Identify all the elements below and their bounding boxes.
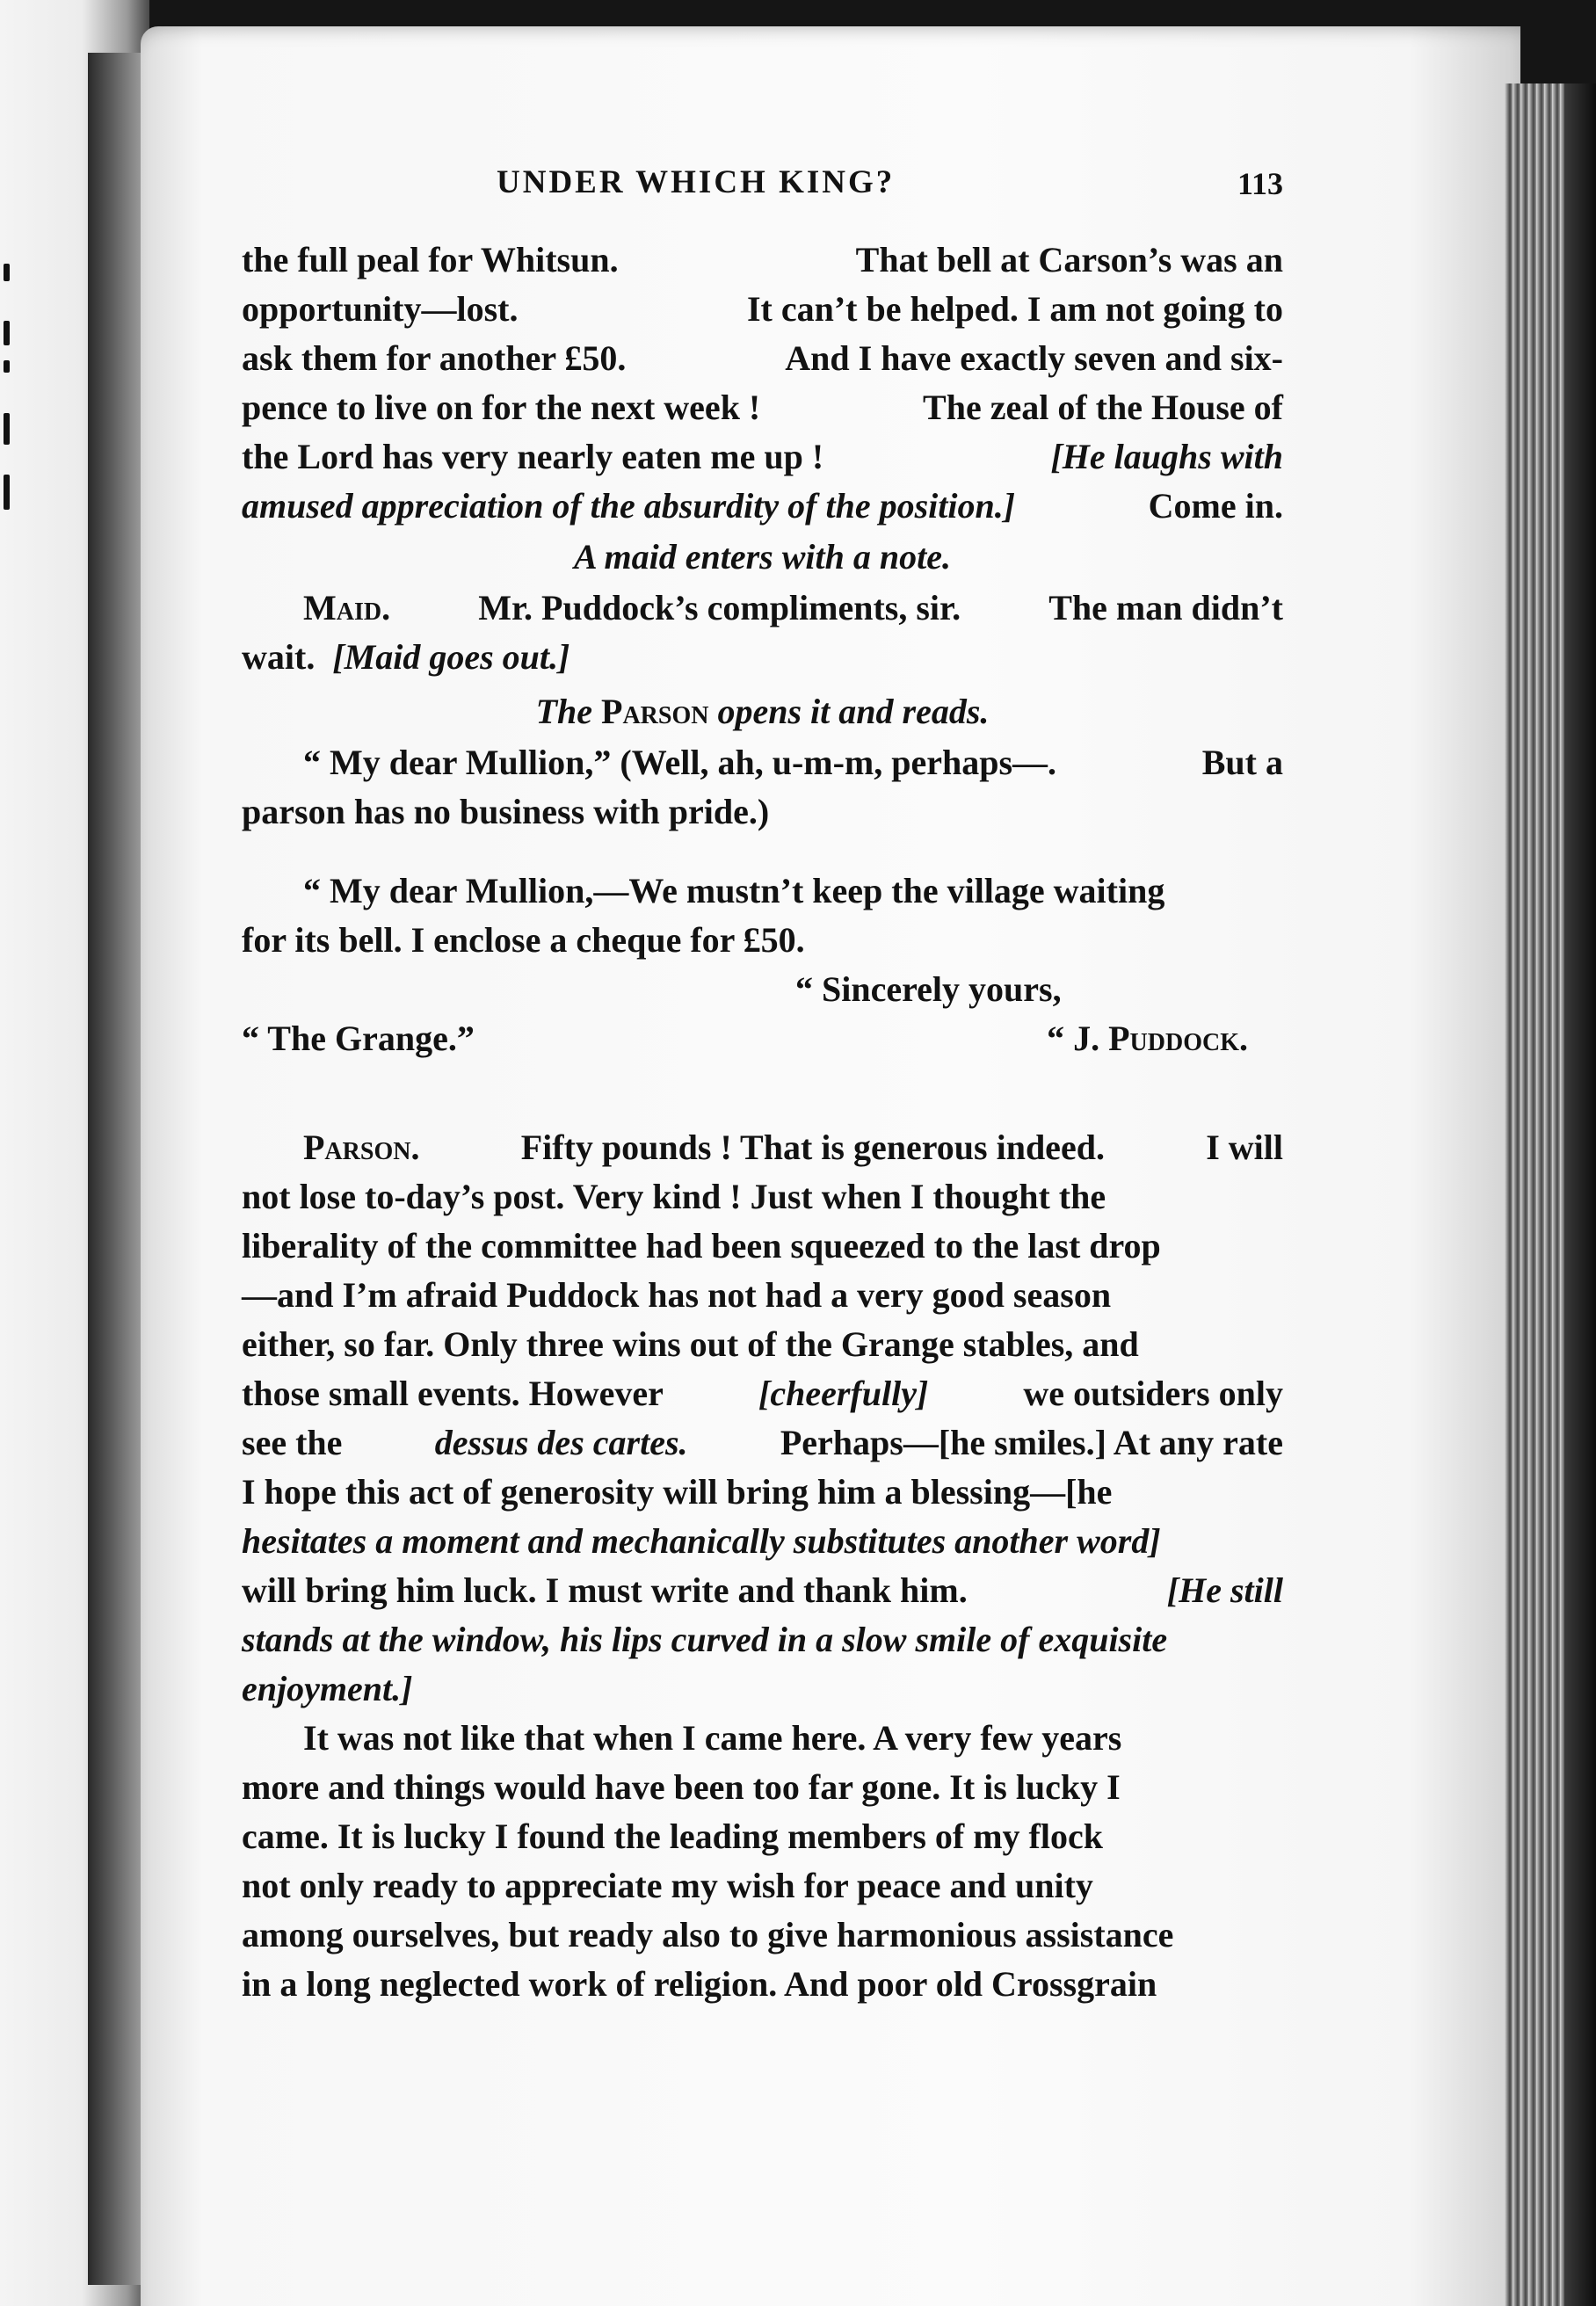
text-line: see the dessus des cartes. Perhaps—[he smiles.] At any rate	[242, 1423, 1283, 1462]
text-line: wait. [Maid goes out.]	[242, 637, 570, 677]
text-line: the Lord has very nearly eaten me up ! [He laughs with	[242, 437, 1283, 476]
text-line: the full peal for Whitsun. That bell at Carson’s was an	[242, 240, 1283, 279]
running-head	[242, 158, 1283, 211]
stage-direction: The Parson opens it and reads.	[535, 692, 990, 731]
speaker-maid: Maid.	[303, 588, 391, 627]
text-line: will bring him luck. I must write and thank him. [He still	[242, 1570, 1283, 1610]
text-line: hesitates a moment and mechanically substitutes another word]	[242, 1521, 1161, 1561]
letter-line: “ My dear Mullion,” (Well, ah, u-m-m, perhaps—. But a	[303, 743, 1283, 782]
stage-direction: A maid enters with a note.	[574, 537, 951, 576]
text-line: not only ready to appreciate my wish for peace and unity	[242, 1866, 1093, 1905]
letter-line: “ My dear Mullion,—We mustn’t keep the village waiting	[303, 871, 1165, 910]
text-line: pence to live on for the next week ! The zeal of the House of	[242, 388, 1283, 427]
text-line: I hope this act of generosity will bring him a blessing—[he	[242, 1472, 1113, 1512]
text-line: those small events. However [cheerfully] we outsiders only	[242, 1374, 1283, 1413]
page-block-edges	[1505, 83, 1596, 2306]
text-line: among ourselves, but ready also to give harmonious assistance	[242, 1915, 1174, 1954]
text-line: enjoyment.]	[242, 1669, 413, 1708]
running-head-title: UNDER WHICH KING?	[497, 164, 896, 200]
text-line: ask them for another £50. And I have exactly seven and six-	[242, 338, 1283, 378]
text-line: either, so far. Only three wins out of the Grange stables, and	[242, 1324, 1139, 1364]
letter-signature: “ The Grange.” “ J. Puddock.	[242, 1019, 1248, 1058]
text-line: opportunity—lost. It can’t be helped. I am not going to	[242, 289, 1283, 329]
book-gutter	[88, 53, 148, 2285]
text-line: in a long neglected work of religion. And poor old Crossgrain	[242, 1964, 1157, 2004]
text-line: stands at the window, his lips curved in a slow smile of exquisite	[242, 1620, 1168, 1659]
text-line: came. It is lucky I found the leading members of my flock	[242, 1817, 1103, 1856]
text-line: more and things would have been too far gone. It is lucky I	[242, 1767, 1121, 1807]
text-line: It was not like that when I came here. A very few years	[303, 1718, 1122, 1758]
speaker-parson: Parson.	[303, 1128, 420, 1167]
text-line: amused appreciation of the absurdity of the position.] Come in.	[242, 486, 1283, 526]
text-line: —and I’m afraid Puddock has not had a very good season	[242, 1275, 1112, 1315]
letter-line: for its bell. I enclose a cheque for £50.	[242, 920, 805, 960]
letter-closing: “ Sincerely yours,	[795, 969, 1062, 1009]
dialogue-line: Parson. Fifty pounds ! That is generous indeed. I will	[242, 1123, 1283, 1172]
text-line: parson has no business with pride.)	[242, 792, 770, 831]
text-line: liberality of the committee had been squeezed to the last drop	[242, 1226, 1161, 1265]
page-number: 113	[1237, 166, 1283, 201]
speaker-parson: Parson	[601, 692, 709, 731]
dialogue-line: Maid. Mr. Puddock’s compliments, sir. The man didn’t	[242, 584, 1283, 633]
text-line: not lose to-day’s post. Very kind ! Just when I thought the	[242, 1177, 1106, 1216]
